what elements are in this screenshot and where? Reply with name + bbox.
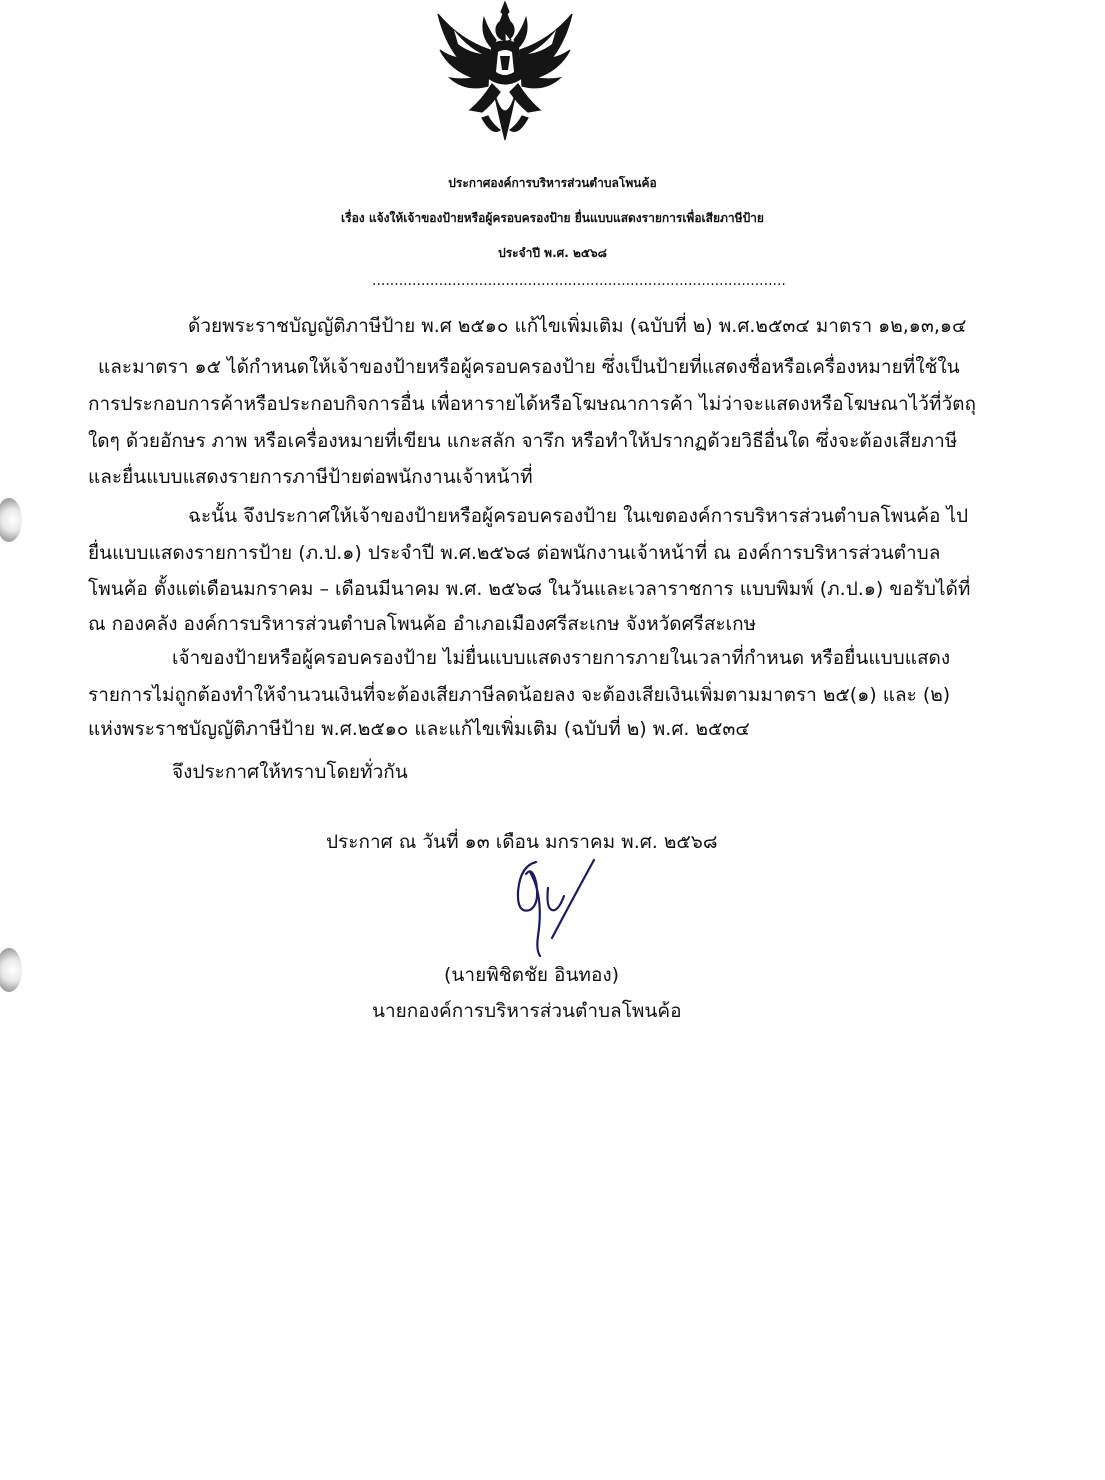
handwritten-signature-icon [500,852,610,962]
paragraph-1-line-2: และมาตรา ๑๕ ได้กำหนดให้เจ้าของป้ายหรือผู้ครอบครองป้าย ซึ่งเป็นป้ายที่แสดงชื่อหรือเครื่องหมายที่ใช้ใน [98,356,960,378]
paragraph-2-line-2: ยื่นแบบแสดงรายการป้าย (ภ.ป.๑) ประจำปี พ.ศ.๒๕๖๘ ต่อพนักงานเจ้าหน้าที่ ณ องค์การบริหารส่วนตำบล [88,542,941,564]
document-header [0,166,1105,271]
paragraph-2-line-1: ฉะนั้น จึงประกาศให้เจ้าของป้ายหรือผู้ครอบครองป้าย ในเขตองค์การบริหารส่วนตำบลโพนค้อ ไป [188,505,969,527]
paragraph-1-line-4: ใดๆ ด้วยอักษร ภาพ หรือเครื่องหมายที่เขียน แกะสลัก จารึก หรือทำให้ปรากฏด้วยวิธีอื่นใด ซึ่งจะต้องเสียภาษี [88,430,958,452]
header-separator: ............................................................................................. [372,273,786,289]
paragraph-2-line-3: โพนค้อ ตั้งแต่เดือนมกราคม – เดือนมีนาคม พ.ศ. ๒๕๖๘ ในวันและเวลาราชการ แบบพิมพ์ (ภ.ป.๑) ขอรับได้ที่ [88,578,971,600]
paragraph-3-line-2: รายการไม่ถูกต้องทำให้จำนวนเงินที่จะต้องเสียภาษีลดน้อยลง จะต้องเสียเงินเพิ่มตามมาตรา ๒๕(๑) และ (๒) [88,684,951,706]
closing-line: จึงประกาศให้ทราบโดยทั่วกัน [172,761,408,783]
dateline: ประกาศ ณ วันที่ ๑๓ เดือน มกราคม พ.ศ. ๒๕๖๘ [326,831,718,853]
paragraph-3-line-3: แห่งพระราชบัญญัติภาษีป้าย พ.ศ.๒๕๑๐ และแก้ไขเพิ่มเติม (ฉบับที่ ๒) พ.ศ. ๒๕๓๔ [88,718,750,740]
subject-line: เรื่อง แจ้งให้เจ้าของป้ายหรือผู้ครอบครองป้าย ยื่นแบบแสดงรายการเพื่อเสียภาษีป้าย [341,211,764,225]
paragraph-3-line-1: เจ้าของป้ายหรือผู้ครอบครองป้าย ไม่ยื่นแบบแสดงรายการภายในเวลาที่กำหนด หรือยื่นแบบแสดง [172,647,951,669]
paragraph-1-line-1: ด้วยพระราชบัญญัติภาษีป้าย พ.ศ ๒๕๑๐ แก้ไขเพิ่มเติม (ฉบับที่ ๒) พ.ศ.๒๕๓๔ มาตรา ๑๒,๑๓,๑๔ [188,315,967,337]
paragraph-1-line-5: และยื่นแบบแสดงรายการภาษีป้ายต่อพนักงานเจ้าหน้าที่ [88,466,533,488]
punch-hole-bottom [0,948,22,992]
paragraph-1-line-3: การประกอบการค้าหรือประกอบกิจการอื่น เพื่อหารายได้หรือโฆษณาการค้า ไม่ว่าจะแสดงหรือโฆษณาไว้ที่วัตถุ [88,393,976,415]
signatory-title: นายกองค์การบริหารส่วนตำบลโพนค้อ [372,1000,682,1022]
issuer-title: ประกาศองค์การบริหารส่วนตำบลโพนค้อ [448,176,657,190]
signatory-name: (นายพิชิตชัย อินทอง) [444,964,620,986]
year-line: ประจำปี พ.ศ. ๒๕๖๘ [498,246,607,260]
punch-hole-top [0,498,22,542]
garuda-emblem-icon [430,0,580,150]
paragraph-2-line-4: ณ กองคลัง องค์การบริหารส่วนตำบลโพนค้อ อำเภอเมืองศรีสะเกษ จังหวัดศรีสะเกษ [88,613,757,635]
